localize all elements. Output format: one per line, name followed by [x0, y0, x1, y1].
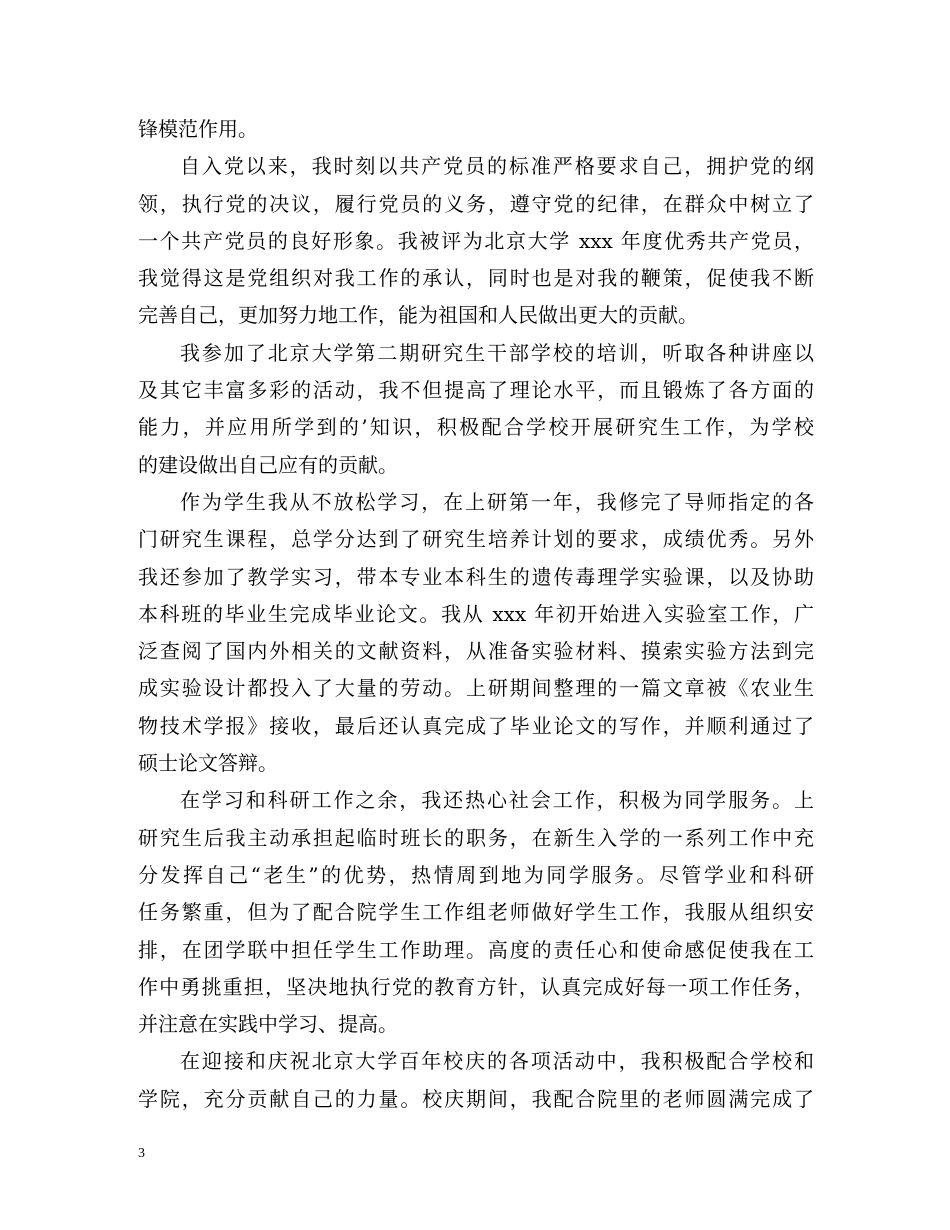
text-line: 及其它丰富多彩的活动，我不但提高了理论水平，而且锻炼了各方面的 — [138, 378, 814, 403]
text-line: 门研究生课程，总学分达到了研究生培养计划的要求，成绩优秀。另外 — [138, 527, 814, 552]
text-line: 完善自己，更加努力地工作，能为祖国和人民做出更大的贡献。 — [138, 303, 698, 328]
text-line: 我觉得这是党组织对我工作的承认，同时也是对我的鞭策，促使我不断 — [138, 266, 814, 291]
text-line: 在学习和科研工作之余，我还热心社会工作，积极为同学服务。上 — [180, 788, 814, 813]
text-line: 锋模范作用。 — [138, 117, 258, 141]
text-line: 研究生后我主动承担起临时班长的职务，在新生入学的一系列工作中充 — [138, 825, 814, 850]
text-line: 学院，充分贡献自己的力量。校庆期间，我配合院里的老师圆满完成了 — [138, 1086, 814, 1111]
text-line: 排，在团学联中担任学生工作助理。高度的责任心和使命感促使我在工 — [138, 937, 814, 962]
document-body — [138, 111, 814, 1118]
text-line: 成实验设计都投入了大量的劳动。上研期间整理的一篇文章被《农业生 — [138, 676, 814, 701]
text-line: 领，执行党的决议，履行党员的义务，遵守党的纪律，在群众中树立了 — [138, 191, 814, 216]
text-line: 作为学生我从不放松学习，在上研第一年，我修完了导师指定的各 — [180, 489, 814, 514]
text-line: 分发挥自己“老生”的优势，热情周到地为同学服务。尽管学业和科研 — [138, 862, 814, 887]
page-number: 3 — [138, 1146, 145, 1161]
text-line: 作中勇挑重担，坚决地执行党的教育方针，认真完成好每一项工作任务， — [138, 974, 814, 999]
text-line: 一个共产党员的良好形象。我被评为北京大学 xxx 年度优秀共产党员， — [138, 228, 814, 253]
text-line: 本科班的毕业生完成毕业论文。我从 xxx 年初开始进入实验室工作，广 — [138, 601, 814, 626]
text-line: 硕士论文答辩。 — [138, 751, 278, 776]
text-line: 我还参加了教学实习，带本专业本科生的遗传毒理学实验课，以及协助 — [138, 564, 814, 589]
text-line: 能力，并应用所学到的’知识，积极配合学校开展研究生工作，为学校 — [138, 415, 814, 440]
text-line: 任务繁重，但为了配合院学生工作组老师做好学生工作，我服从组织安 — [138, 900, 814, 925]
text-line: 泛查阅了国内外相关的文献资料，从准备实验材料、摸索实验方法到完 — [138, 639, 814, 664]
text-line: 我参加了北京大学第二期研究生干部学校的培训，听取各种讲座以 — [180, 340, 814, 365]
text-line: 并注意在实践中学习、提高。 — [138, 1012, 398, 1037]
text-line: 自入党以来，我时刻以共产党员的标准严格要求自己，拥护党的纲 — [180, 154, 814, 179]
text-line: 的建设做出自己应有的贡献。 — [138, 452, 398, 477]
text-line: 物技术学报》接收，最后还认真完成了毕业论文的写作，并顺利通过了 — [138, 713, 814, 738]
text-line: 在迎接和庆祝北京大学百年校庆的各项活动中，我积极配合学校和 — [180, 1049, 814, 1074]
